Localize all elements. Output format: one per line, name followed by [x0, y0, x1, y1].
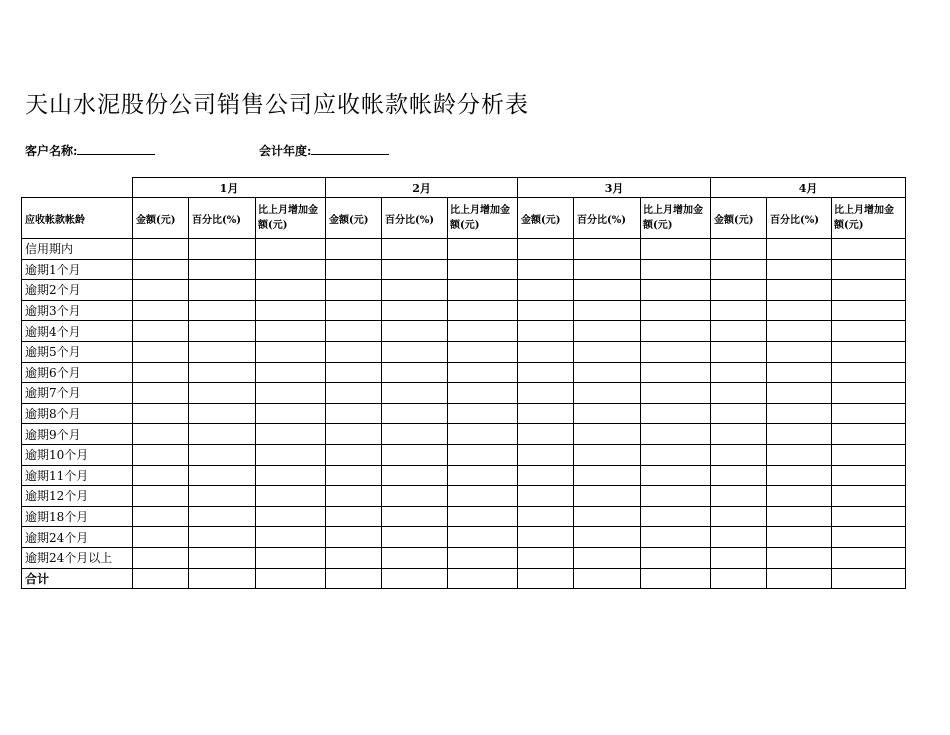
data-cell[interactable]: [189, 300, 256, 321]
data-cell[interactable]: [256, 341, 326, 362]
data-cell[interactable]: [326, 486, 382, 507]
table-row: [22, 424, 906, 445]
data-cell[interactable]: [832, 321, 906, 342]
data-cell[interactable]: [133, 280, 189, 301]
data-cell[interactable]: [711, 506, 767, 527]
data-cell[interactable]: [832, 486, 906, 507]
data-cell[interactable]: [189, 527, 256, 548]
data-cell[interactable]: [767, 444, 832, 465]
data-cell[interactable]: [518, 321, 574, 342]
aging-label: 逾期1个月: [22, 259, 133, 280]
data-cell[interactable]: [574, 506, 641, 527]
data-cell[interactable]: [711, 259, 767, 280]
data-cell[interactable]: [326, 239, 382, 260]
data-cell[interactable]: [767, 259, 832, 280]
table-row: [22, 239, 906, 260]
data-cell[interactable]: [832, 403, 906, 424]
data-cell[interactable]: [574, 321, 641, 342]
data-cell[interactable]: [326, 259, 382, 280]
table-row: [22, 465, 906, 486]
data-cell[interactable]: [133, 403, 189, 424]
data-cell[interactable]: [189, 259, 256, 280]
data-cell[interactable]: [189, 341, 256, 362]
data-cell[interactable]: [518, 568, 574, 589]
data-cell[interactable]: [326, 465, 382, 486]
data-cell[interactable]: [256, 383, 326, 404]
data-cell[interactable]: [326, 568, 382, 589]
aging-label: 逾期9个月: [22, 424, 133, 445]
month-header: 4月: [711, 178, 906, 198]
data-cell[interactable]: [326, 444, 382, 465]
data-cell[interactable]: [641, 321, 711, 342]
data-cell[interactable]: [256, 321, 326, 342]
data-cell[interactable]: [448, 300, 518, 321]
data-cell[interactable]: [518, 506, 574, 527]
data-cell[interactable]: [382, 424, 448, 445]
data-cell[interactable]: [832, 547, 906, 568]
data-cell[interactable]: [518, 300, 574, 321]
data-cell[interactable]: [382, 527, 448, 548]
month-header: 2月: [326, 178, 518, 198]
corner-label: 应收帐款帐龄: [22, 198, 133, 239]
data-cell[interactable]: [382, 239, 448, 260]
data-cell[interactable]: [574, 444, 641, 465]
data-cell[interactable]: [256, 259, 326, 280]
data-cell[interactable]: [711, 300, 767, 321]
data-cell[interactable]: [256, 424, 326, 445]
data-cell[interactable]: [574, 403, 641, 424]
aging-label: 逾期6个月: [22, 362, 133, 383]
data-cell[interactable]: [326, 362, 382, 383]
data-cell[interactable]: [382, 486, 448, 507]
data-cell[interactable]: [574, 280, 641, 301]
data-cell[interactable]: [832, 259, 906, 280]
data-cell[interactable]: [832, 527, 906, 548]
data-cell[interactable]: [133, 239, 189, 260]
data-cell[interactable]: [832, 362, 906, 383]
month-header: 3月: [518, 178, 711, 198]
data-cell[interactable]: [767, 465, 832, 486]
data-cell[interactable]: [641, 239, 711, 260]
data-cell[interactable]: [326, 300, 382, 321]
data-cell[interactable]: [641, 568, 711, 589]
data-cell[interactable]: [641, 403, 711, 424]
data-cell[interactable]: [832, 506, 906, 527]
data-cell[interactable]: [448, 506, 518, 527]
data-cell[interactable]: [641, 362, 711, 383]
data-cell[interactable]: [382, 465, 448, 486]
data-cell[interactable]: [711, 403, 767, 424]
data-cell[interactable]: [518, 465, 574, 486]
data-cell[interactable]: [832, 341, 906, 362]
aging-label: 逾期8个月: [22, 403, 133, 424]
table-row: [22, 444, 906, 465]
data-cell[interactable]: [832, 383, 906, 404]
table-row: [22, 321, 906, 342]
aging-label: 信用期内: [22, 239, 133, 260]
data-cell[interactable]: [133, 259, 189, 280]
data-cell[interactable]: [189, 383, 256, 404]
aging-label: 逾期24个月: [22, 527, 133, 548]
data-cell[interactable]: [189, 239, 256, 260]
data-cell[interactable]: [574, 383, 641, 404]
data-cell[interactable]: [382, 383, 448, 404]
data-cell[interactable]: [189, 506, 256, 527]
data-cell[interactable]: [133, 444, 189, 465]
column-header-increase: 比上月增加金额(元): [448, 198, 518, 239]
data-cell[interactable]: [189, 362, 256, 383]
data-cell[interactable]: [518, 362, 574, 383]
total-row: [22, 568, 906, 589]
column-header-percent: 百分比(%): [574, 198, 641, 239]
data-cell[interactable]: [382, 341, 448, 362]
data-cell[interactable]: [448, 568, 518, 589]
column-header-percent: 百分比(%): [189, 198, 256, 239]
corner-empty-cell: [22, 178, 133, 198]
data-cell[interactable]: [711, 568, 767, 589]
data-cell[interactable]: [189, 465, 256, 486]
data-cell[interactable]: [711, 341, 767, 362]
data-cell[interactable]: [574, 527, 641, 548]
data-cell[interactable]: [256, 362, 326, 383]
data-cell[interactable]: [711, 444, 767, 465]
data-cell[interactable]: [641, 424, 711, 445]
data-cell[interactable]: [256, 568, 326, 589]
data-cell[interactable]: [574, 486, 641, 507]
data-cell[interactable]: [256, 444, 326, 465]
data-cell[interactable]: [518, 383, 574, 404]
data-cell[interactable]: [574, 424, 641, 445]
data-cell[interactable]: [326, 424, 382, 445]
aging-label: 逾期12个月: [22, 486, 133, 507]
data-cell[interactable]: [767, 383, 832, 404]
data-cell[interactable]: [518, 486, 574, 507]
column-header-amount: 金额(元): [518, 198, 574, 239]
data-cell[interactable]: [448, 527, 518, 548]
data-cell[interactable]: [832, 280, 906, 301]
data-cell[interactable]: [133, 341, 189, 362]
data-cell[interactable]: [382, 568, 448, 589]
data-cell[interactable]: [641, 486, 711, 507]
data-cell[interactable]: [448, 362, 518, 383]
data-cell[interactable]: [382, 321, 448, 342]
table-row: [22, 383, 906, 404]
data-cell[interactable]: [256, 506, 326, 527]
fiscal-year-blank[interactable]: [311, 142, 389, 155]
data-cell[interactable]: [518, 527, 574, 548]
data-cell[interactable]: [574, 341, 641, 362]
customer-name-label: 客户名称:: [25, 144, 78, 158]
data-cell[interactable]: [133, 568, 189, 589]
data-cell[interactable]: [574, 547, 641, 568]
data-cell[interactable]: [133, 527, 189, 548]
data-cell[interactable]: [382, 403, 448, 424]
data-cell[interactable]: [189, 403, 256, 424]
data-cell[interactable]: [189, 424, 256, 445]
data-cell[interactable]: [326, 527, 382, 548]
aging-label: 逾期10个月: [22, 444, 133, 465]
data-cell[interactable]: [189, 280, 256, 301]
data-cell[interactable]: [518, 239, 574, 260]
data-cell[interactable]: [326, 321, 382, 342]
data-cell[interactable]: [641, 506, 711, 527]
data-cell[interactable]: [133, 465, 189, 486]
data-cell[interactable]: [189, 321, 256, 342]
data-cell[interactable]: [448, 444, 518, 465]
data-cell[interactable]: [189, 486, 256, 507]
data-cell[interactable]: [711, 486, 767, 507]
column-header-amount: 金额(元): [326, 198, 382, 239]
table-row: [22, 403, 906, 424]
data-cell[interactable]: [326, 403, 382, 424]
data-cell[interactable]: [382, 506, 448, 527]
data-cell[interactable]: [641, 259, 711, 280]
data-cell[interactable]: [832, 568, 906, 589]
table-row: [22, 341, 906, 362]
column-header-percent: 百分比(%): [382, 198, 448, 239]
data-cell[interactable]: [382, 547, 448, 568]
data-cell[interactable]: [326, 280, 382, 301]
table-row: [22, 486, 906, 507]
data-cell[interactable]: [382, 259, 448, 280]
fiscal-year-label: 会计年度:: [259, 144, 312, 158]
data-cell[interactable]: [574, 568, 641, 589]
data-cell[interactable]: [133, 362, 189, 383]
aging-label: 逾期5个月: [22, 341, 133, 362]
data-cell[interactable]: [767, 321, 832, 342]
data-cell[interactable]: [518, 280, 574, 301]
data-cell[interactable]: [326, 383, 382, 404]
data-cell[interactable]: [574, 259, 641, 280]
data-cell[interactable]: [448, 547, 518, 568]
aging-label: 逾期11个月: [22, 465, 133, 486]
data-cell[interactable]: [133, 383, 189, 404]
data-cell[interactable]: [448, 383, 518, 404]
data-cell[interactable]: [767, 506, 832, 527]
data-cell[interactable]: [326, 506, 382, 527]
data-cell[interactable]: [711, 321, 767, 342]
data-cell[interactable]: [832, 300, 906, 321]
column-header-increase: 比上月增加金额(元): [832, 198, 906, 239]
page-title: 天山水泥股份公司销售公司应收帐款帐龄分析表: [25, 92, 529, 118]
data-cell[interactable]: [711, 362, 767, 383]
data-cell[interactable]: [767, 403, 832, 424]
data-cell[interactable]: [256, 300, 326, 321]
data-cell[interactable]: [382, 300, 448, 321]
data-cell[interactable]: [767, 239, 832, 260]
data-cell[interactable]: [326, 341, 382, 362]
data-cell[interactable]: [518, 341, 574, 362]
data-cell[interactable]: [133, 486, 189, 507]
data-cell[interactable]: [518, 259, 574, 280]
data-cell[interactable]: [641, 383, 711, 404]
column-header-amount: 金额(元): [133, 198, 189, 239]
column-header-increase: 比上月增加金额(元): [256, 198, 326, 239]
aging-label: 逾期7个月: [22, 383, 133, 404]
data-cell[interactable]: [133, 321, 189, 342]
column-header-amount: 金额(元): [711, 198, 767, 239]
data-cell[interactable]: [256, 486, 326, 507]
data-cell[interactable]: [767, 547, 832, 568]
data-cell[interactable]: [448, 280, 518, 301]
data-cell[interactable]: [256, 547, 326, 568]
data-cell[interactable]: [767, 568, 832, 589]
data-cell[interactable]: [832, 465, 906, 486]
data-cell[interactable]: [711, 527, 767, 548]
data-cell[interactable]: [518, 424, 574, 445]
data-cell[interactable]: [711, 424, 767, 445]
data-cell[interactable]: [767, 362, 832, 383]
data-cell[interactable]: [711, 383, 767, 404]
data-cell[interactable]: [574, 465, 641, 486]
data-cell[interactable]: [767, 280, 832, 301]
fiscal-year-field[interactable]: [259, 142, 389, 159]
aging-label: 逾期24个月以上: [22, 547, 133, 568]
data-cell[interactable]: [711, 547, 767, 568]
data-cell[interactable]: [189, 547, 256, 568]
table-row: [22, 259, 906, 280]
table-row: [22, 280, 906, 301]
data-cell[interactable]: [256, 280, 326, 301]
table-row: [22, 362, 906, 383]
total-label: 合计: [22, 568, 133, 589]
data-cell[interactable]: [448, 341, 518, 362]
customer-name-blank[interactable]: [77, 142, 155, 155]
data-cell[interactable]: [832, 444, 906, 465]
column-header-row: [22, 198, 906, 239]
data-cell[interactable]: [448, 486, 518, 507]
data-cell[interactable]: [641, 444, 711, 465]
data-cell[interactable]: [382, 362, 448, 383]
aging-label: 逾期4个月: [22, 321, 133, 342]
data-cell[interactable]: [518, 403, 574, 424]
data-cell[interactable]: [189, 444, 256, 465]
aging-label: 逾期2个月: [22, 280, 133, 301]
aging-table: [21, 177, 906, 589]
data-cell[interactable]: [448, 424, 518, 445]
month-header-row: [22, 178, 906, 198]
data-cell[interactable]: [832, 424, 906, 445]
data-cell[interactable]: [641, 527, 711, 548]
data-cell[interactable]: [382, 444, 448, 465]
data-cell[interactable]: [133, 300, 189, 321]
data-cell[interactable]: [518, 444, 574, 465]
data-cell[interactable]: [326, 547, 382, 568]
data-cell[interactable]: [832, 239, 906, 260]
data-cell[interactable]: [641, 341, 711, 362]
column-header-increase: 比上月增加金额(元): [641, 198, 711, 239]
data-cell[interactable]: [767, 424, 832, 445]
data-cell[interactable]: [518, 547, 574, 568]
data-cell[interactable]: [448, 239, 518, 260]
data-cell[interactable]: [641, 547, 711, 568]
data-cell[interactable]: [256, 239, 326, 260]
data-cell[interactable]: [256, 403, 326, 424]
data-cell[interactable]: [448, 259, 518, 280]
data-cell[interactable]: [133, 424, 189, 445]
column-header-percent: 百分比(%): [767, 198, 832, 239]
data-cell[interactable]: [448, 403, 518, 424]
customer-name-field[interactable]: [25, 142, 155, 159]
data-cell[interactable]: [767, 300, 832, 321]
data-cell[interactable]: [641, 280, 711, 301]
data-cell[interactable]: [641, 465, 711, 486]
data-cell[interactable]: [382, 280, 448, 301]
data-cell[interactable]: [189, 568, 256, 589]
aging-label: 逾期3个月: [22, 300, 133, 321]
month-header: 1月: [133, 178, 326, 198]
table-row: [22, 527, 906, 548]
data-cell[interactable]: [256, 465, 326, 486]
data-cell[interactable]: [711, 280, 767, 301]
data-cell[interactable]: [133, 547, 189, 568]
data-cell[interactable]: [711, 465, 767, 486]
table-row: [22, 547, 906, 568]
data-cell[interactable]: [711, 239, 767, 260]
data-cell[interactable]: [574, 300, 641, 321]
aging-label: 逾期18个月: [22, 506, 133, 527]
data-cell[interactable]: [767, 341, 832, 362]
table-row: [22, 300, 906, 321]
data-cell[interactable]: [448, 465, 518, 486]
data-cell[interactable]: [256, 527, 326, 548]
data-cell[interactable]: [574, 362, 641, 383]
data-cell[interactable]: [767, 527, 832, 548]
table-row: [22, 506, 906, 527]
data-cell[interactable]: [641, 300, 711, 321]
data-cell[interactable]: [574, 239, 641, 260]
data-cell[interactable]: [448, 321, 518, 342]
data-cell[interactable]: [767, 486, 832, 507]
data-cell[interactable]: [133, 506, 189, 527]
